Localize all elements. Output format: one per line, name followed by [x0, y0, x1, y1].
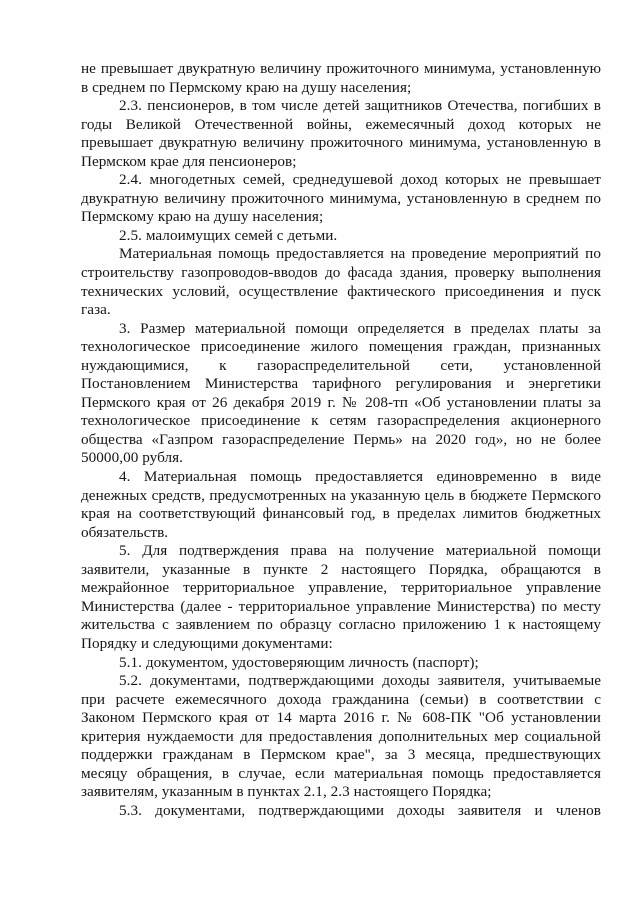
- paragraph-4: 4. Материальная помощь предоставляется единовременно в виде денежных средств, предусмотренных на указанную цель в бюджете Пермского края на соответствующий финансовый год, в пределах лимитов бюджетных обязательств.: [81, 468, 601, 541]
- paragraph-3: 3. Размер материальной помощи определяется в пределах платы за технологическое присоединение жилого помещения граждан, признанных нуждающимися, к газораспределительной сети, установленной Постановлением Министерства тарифного регулирования и энергетики Пермского края от 26 декабря 2019 г. № 208-тп «Об установлении платы за технологическое присоединение к сетям газораспределения акционерного общества «Газпром газораспределение Пермь» на 2020 год», но не более 50000,00 рубля.: [81, 319, 601, 467]
- paragraph-2-5: 2.5. малоимущих семей с детьми.: [119, 226, 338, 244]
- paragraph-5-3: 5.3. документами, подтверждающими доходы заявителя и членов: [119, 801, 601, 819]
- paragraph-continuation: не превышает двукратную величину прожиточного минимума, установленную в среднем по Пермскому краю на душу населения;: [81, 60, 601, 96]
- paragraph-5-2: 5.2. документами, подтверждающими доходы заявителя, учитываемые при расчете ежемесячного дохода гражданина (семьи) в соответствии с Законом Пермского края от 14 марта 2016 г. № 608-ПК "Об установлении критерия нуждаемости для предоставления дополнительных мер социальной поддержки гражданам в Пермском крае", за 3 месяца, предшествующих месяцу обращения, в случае, если материальная помощь предоставляется заявителям, указанным в пунктах 2.1, 2.3 настоящего Порядка;: [81, 672, 601, 801]
- paragraph-2-4: 2.4. многодетных семей, среднедушевой доход которых не превышает двукратную величину прожиточного минимума, установленную в среднем по Пермскому краю на душу населения;: [81, 171, 601, 226]
- paragraph-2-3: 2.3. пенсионеров, в том числе детей защитников Отечества, погибших в годы Великой Отечественной войны, ежемесячный доход которых не превышает двукратную величину прожиточного минимума, установленную в Пермском крае для пенсионеров;: [81, 97, 601, 170]
- paragraph-5-1: 5.1. документом, удостоверяющим личность (паспорт);: [119, 653, 479, 671]
- document-body: [81, 60, 601, 820]
- paragraph-5: 5. Для подтверждения права на получение материальной помощи заявители, указанные в пункте 2 настоящего Порядка, обращаются в межрайонное территориальное управление, территориальное управление Министерства (далее - территориальное управление Министерства) по месту жительства с заявлением по образцу согласно приложению 1 к настоящему Порядку и следующими документами:: [81, 542, 601, 652]
- paragraph-assistance-purpose: Материальная помощь предоставляется на проведение мероприятий по строительству газопроводов-вводов до фасада здания, проверку выполнения технических условий, осуществление фактического присоединения и пуск газа.: [81, 245, 601, 319]
